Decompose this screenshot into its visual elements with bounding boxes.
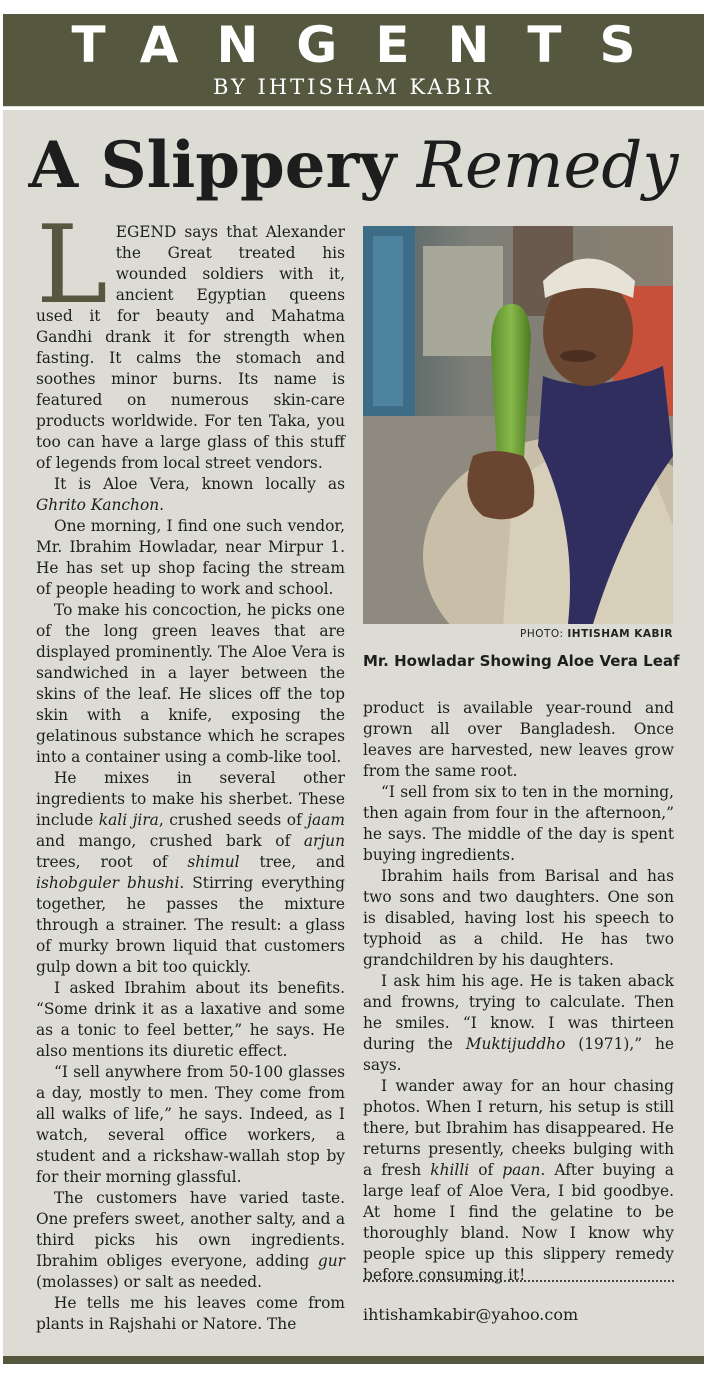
p5-italic-b: kali jira — [98, 811, 159, 829]
paragraph-3: One morning, I find one such vendor, Mr. Ibrahim Howladar, near Mirpur 1. He has set up shop facing the stream of people heading to work and school. — [36, 517, 345, 598]
paragraph-1 — [36, 203, 345, 474]
photo-credit-name: IHTISHAM KABIR — [567, 628, 673, 640]
right-paragraph-3: Ibrahim hails from Barisal and has two sons and two daughters. One son is disabled, having lost his speech to typhoid as a child. He has two grandchildren by his daughters. — [363, 867, 674, 969]
paragraph-1-text: EGEND says that Alexander the Great treated his wounded soldiers with it, ancient Egyptian queens used it for beauty and Mahatma Gandhi drank it for strength when fasting. It calms the stomach and soothes minor burns. Its name is featured on numerous skin-care products worldwide. For ten Taka, you too can have a large glass of this stuff of legends from local street vendors. — [36, 223, 345, 472]
paragraph-9: He tells me his leaves come from plants in Rajshahi or Natore. The — [36, 1294, 345, 1333]
p5-text-i: tree, and — [239, 853, 345, 871]
p8-italic-b: gur — [317, 1252, 345, 1270]
paragraph-7: “I sell anywhere from 50-100 glasses a day, mostly to men. They come from all walks of life,” he says. Indeed, as I watch, several office workers, a student and a rickshaw-wallah stop by for their morning glassful. — [36, 1063, 345, 1186]
photo-caption: Mr. Howladar Showing Aloe Vera Leaf — [363, 652, 680, 670]
headline — [0, 118, 707, 214]
r5-text-a: I wander away for an hour chasing photos. When I return, his setup is still there, but Ibrahim has disappeared. He returns presently, cheeks bulging with a fresh — [363, 1077, 674, 1179]
paragraph-2-text: It is Aloe Vera, known locally as — [54, 475, 345, 493]
r4-text-a: I ask him his age. He is taken aback and frowns, trying to calculate. Then he smiles. “I know. I was thirteen during the — [363, 972, 674, 1053]
p5-italic-f: arjun — [303, 832, 345, 850]
article-column-right — [363, 698, 674, 1286]
article-column-left — [36, 203, 345, 1335]
r4-text-c: (1971),” he says. — [363, 1035, 674, 1074]
p5-text-c: , crushed seeds of — [158, 811, 308, 829]
drop-cap: L — [36, 203, 108, 328]
headline-italic: Remedy — [416, 129, 679, 203]
r5-text-c: of — [469, 1161, 503, 1179]
paragraph-6: I asked Ibrahim about its benefits. “Some drink it as a laxative and some as a tonic to feel better,” he says. He also mentions its diuretic effect. — [36, 979, 345, 1060]
photo-credit-prefix: PHOTO: — [520, 628, 564, 640]
photo-credit — [363, 628, 673, 640]
paragraph-2-end: . — [159, 496, 165, 514]
paragraph-8 — [36, 1188, 345, 1293]
p5-text-e: and mango, crushed bark of — [36, 832, 304, 850]
r4-italic-b: Muktijuddho — [465, 1035, 566, 1053]
p5-italic-h: shimul — [187, 853, 240, 871]
paragraph-5 — [36, 768, 345, 978]
p5-text-k: . Stirring everything together, he passes the mixture through a strainer. The result: a glass of murky brown liquid that customers gulp down a bit too quickly. — [36, 874, 345, 976]
bottom-bar — [3, 1356, 704, 1364]
p5-text-g: trees, root of — [36, 853, 188, 871]
dotted-separator — [363, 1280, 674, 1282]
paragraph-4: To make his concoction, he picks one of the long green leaves that are displayed prominently. The Aloe Vera is sandwiched in a layer between the skins of the leaf. He slices off the top skin with a knife, exposing the gelatinous substance which he scrapes into a container using a comb-like tool. — [36, 601, 345, 766]
p8-text-a: The customers have varied taste. One prefers sweet, another salty, and a third picks his own ingredients. Ibrahim obliges everyone, adding — [36, 1189, 345, 1270]
author-email: ihtishamkabir@yahoo.com — [363, 1305, 579, 1324]
masthead-byline: BY IHTISHAM KABIR — [212, 75, 495, 99]
p5-text-a: He mixes in several other ingredients to make his sherbet. These include — [36, 769, 345, 829]
masthead-title: TANGENTS — [71, 16, 674, 74]
paragraph-2-italic: Ghrito Kanchon — [36, 496, 160, 514]
headline-bold: A Slippery — [28, 128, 397, 203]
p5-italic-j: ishobguler bhushi — [36, 874, 180, 892]
right-paragraph-2: “I sell from six to ten in the morning, then again from four in the afternoon,” he says. The middle of the day is spent buying ingredients. — [363, 783, 674, 864]
right-paragraph-4 — [363, 971, 674, 1076]
r5-text-e: . After buying a large leaf of Aloe Vera, I bid goodbye. At home I find the gelatine to be thoroughly bland. Now I know why people spice up this slippery remedy before consuming it! — [363, 1161, 674, 1284]
r5-italic-d: paan — [502, 1161, 541, 1179]
r5-italic-b: khilli — [430, 1161, 470, 1179]
paragraph-2 — [36, 474, 345, 516]
p5-italic-d: jaam — [307, 811, 345, 829]
p8-text-c: (molasses) or salt as needed. — [36, 1273, 263, 1291]
vendor-photo-illustration — [363, 226, 673, 624]
vendor-photo — [363, 226, 673, 624]
right-paragraph-1: product is available year-round and grown all over Bangladesh. Once leaves are harvested, new leaves grow from the same root. — [363, 699, 674, 780]
masthead-rule — [3, 107, 704, 110]
right-paragraph-5 — [363, 1076, 674, 1286]
